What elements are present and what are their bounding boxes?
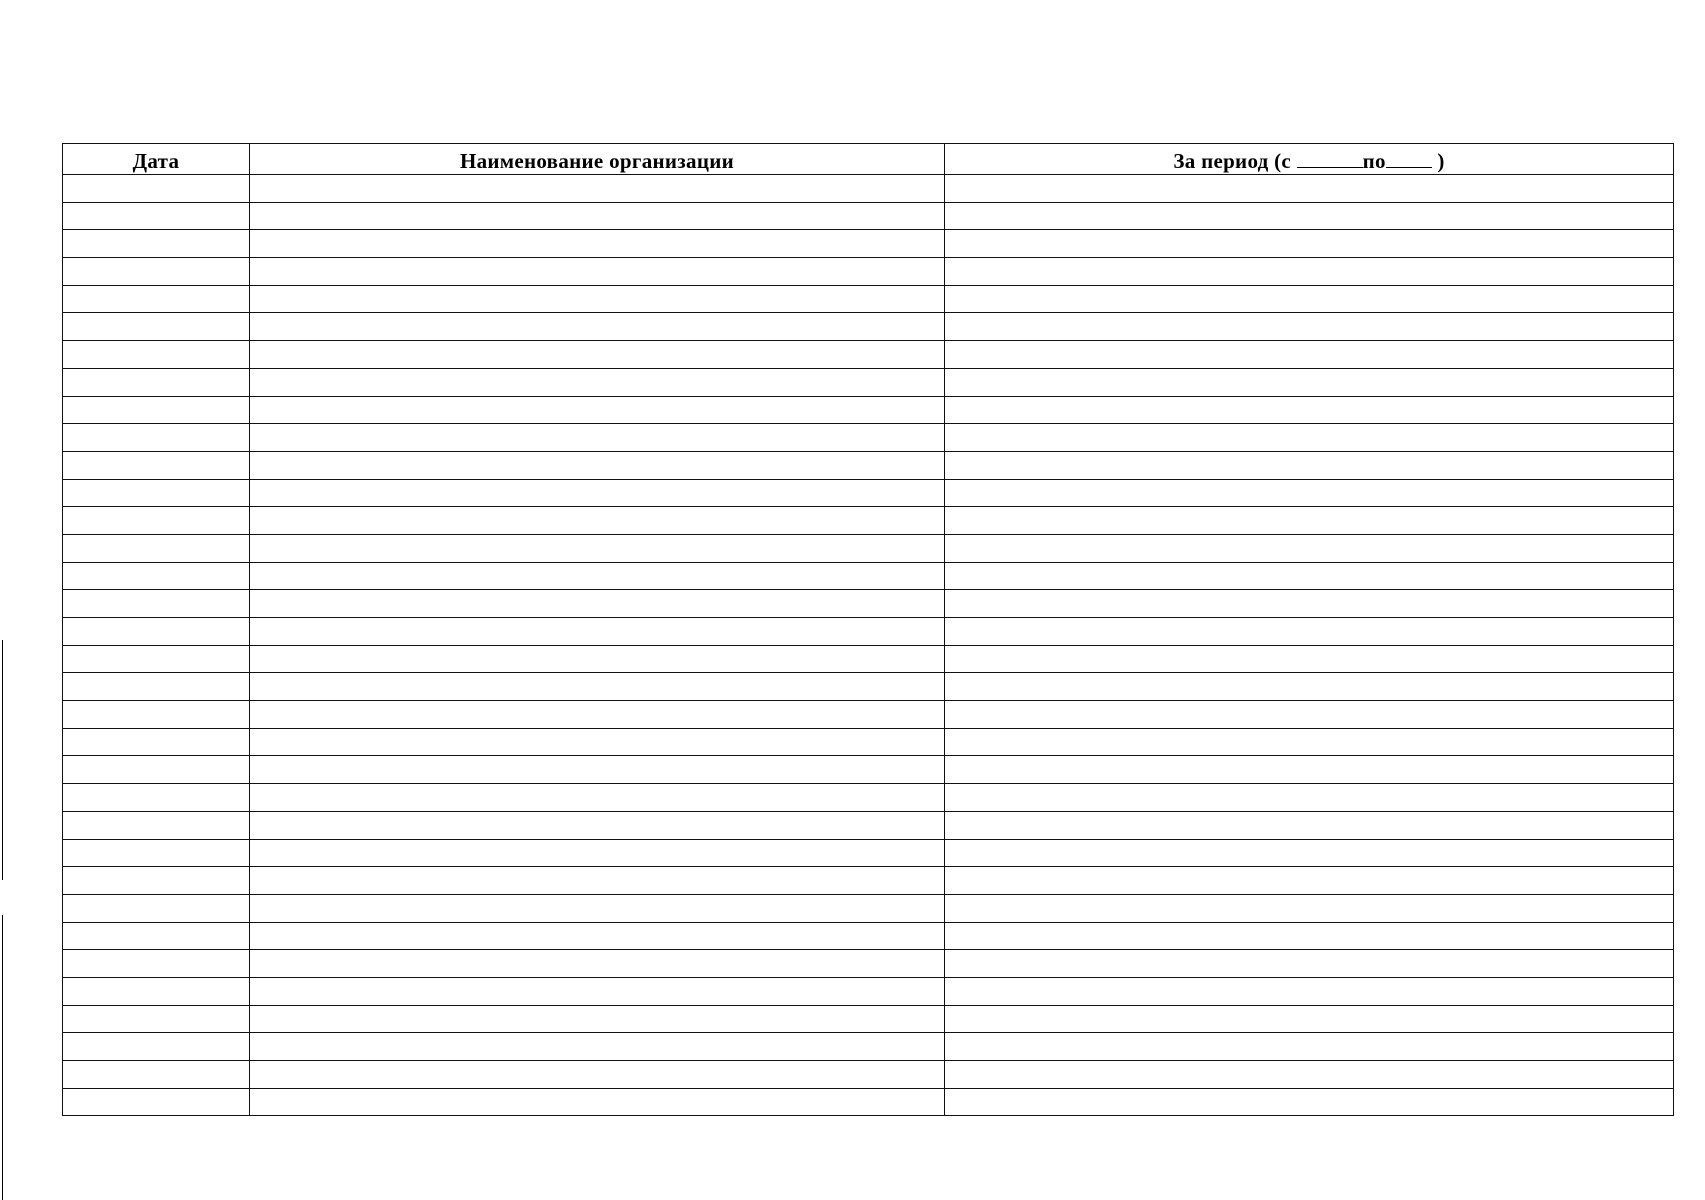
organization-cell[interactable] [250,811,945,839]
table-row [63,701,1674,729]
table-row [63,977,1674,1005]
organization-cell[interactable] [250,756,945,784]
organization-cell[interactable] [250,839,945,867]
date-cell[interactable] [63,341,250,369]
period-cell[interactable] [945,479,1674,507]
period-cell[interactable] [945,673,1674,701]
period-cell[interactable] [945,258,1674,286]
organization-cell[interactable] [250,424,945,452]
table-row [63,507,1674,535]
table-row [63,313,1674,341]
date-cell[interactable] [63,922,250,950]
period-cell[interactable] [945,507,1674,535]
date-cell[interactable] [63,756,250,784]
organization-cell[interactable] [250,230,945,258]
organization-cell[interactable] [250,396,945,424]
date-cell[interactable] [63,590,250,618]
organization-cell[interactable] [250,645,945,673]
date-cell[interactable] [63,1088,250,1116]
organization-cell[interactable] [250,950,945,978]
table-row [63,1088,1674,1116]
table-row [63,839,1674,867]
organization-cell[interactable] [250,313,945,341]
date-cell[interactable] [63,285,250,313]
period-cell[interactable] [945,977,1674,1005]
period-cell[interactable] [945,894,1674,922]
table-row [63,479,1674,507]
organization-cell[interactable] [250,894,945,922]
date-cell[interactable] [63,534,250,562]
table-row [63,396,1674,424]
column-header-period [945,144,1674,175]
date-cell[interactable] [63,839,250,867]
period-cell[interactable] [945,202,1674,230]
period-cell[interactable] [945,1061,1674,1089]
organization-cell[interactable] [250,618,945,646]
table-row [63,894,1674,922]
organization-cell[interactable] [250,451,945,479]
register-table [62,143,1674,1116]
organization-cell[interactable] [250,1088,945,1116]
organization-cell[interactable] [250,479,945,507]
column-header-organization: Наименование организации [250,144,945,175]
date-cell[interactable] [63,811,250,839]
date-cell[interactable] [63,950,250,978]
period-cell[interactable] [945,590,1674,618]
column-header-date: Дата [63,144,250,175]
organization-cell[interactable] [250,922,945,950]
period-cell[interactable] [945,230,1674,258]
period-cell[interactable] [945,618,1674,646]
date-cell[interactable] [63,258,250,286]
organization-cell[interactable] [250,701,945,729]
organization-cell[interactable] [250,534,945,562]
date-cell[interactable] [63,645,250,673]
date-cell[interactable] [63,1033,250,1061]
date-cell[interactable] [63,1061,250,1089]
table-row [63,1033,1674,1061]
period-cell[interactable] [945,756,1674,784]
organization-cell[interactable] [250,784,945,812]
period-cell[interactable] [945,645,1674,673]
date-cell[interactable] [63,562,250,590]
date-cell[interactable] [63,368,250,396]
period-cell[interactable] [945,534,1674,562]
table-row [63,1005,1674,1033]
date-cell[interactable] [63,1005,250,1033]
organization-cell[interactable] [250,1061,945,1089]
date-cell[interactable] [63,479,250,507]
table-row [63,867,1674,895]
period-cell[interactable] [945,1005,1674,1033]
organization-cell[interactable] [250,867,945,895]
period-cell[interactable] [945,1088,1674,1116]
table-row [63,756,1674,784]
table-row [63,424,1674,452]
table-row [63,645,1674,673]
organization-cell[interactable] [250,175,945,203]
date-cell[interactable] [63,230,250,258]
period-cell[interactable] [945,922,1674,950]
table-row [63,673,1674,701]
organization-cell[interactable] [250,1005,945,1033]
organization-cell[interactable] [250,507,945,535]
organization-cell[interactable] [250,728,945,756]
table-row [63,341,1674,369]
table-row [63,368,1674,396]
register-body [63,175,1674,1116]
date-cell[interactable] [63,175,250,203]
date-cell[interactable] [63,728,250,756]
period-suffix: ) [1437,149,1445,173]
table-row [63,285,1674,313]
organization-cell[interactable] [250,1033,945,1061]
period-cell[interactable] [945,701,1674,729]
table-row [63,202,1674,230]
period-cell[interactable] [945,175,1674,203]
period-cell[interactable] [945,341,1674,369]
table-row [63,534,1674,562]
table-row [63,950,1674,978]
period-cell[interactable] [945,811,1674,839]
organization-cell[interactable] [250,368,945,396]
table-row [63,562,1674,590]
table-row [63,618,1674,646]
organization-cell[interactable] [250,285,945,313]
period-cell[interactable] [945,839,1674,867]
date-cell[interactable] [63,618,250,646]
organization-cell[interactable] [250,673,945,701]
organization-cell[interactable] [250,590,945,618]
table-row [63,230,1674,258]
period-cell[interactable] [945,368,1674,396]
period-cell[interactable] [945,285,1674,313]
date-cell[interactable] [63,673,250,701]
organization-cell[interactable] [250,258,945,286]
date-cell[interactable] [63,424,250,452]
period-cell[interactable] [945,313,1674,341]
table-row [63,728,1674,756]
table-row [63,175,1674,203]
organization-cell[interactable] [250,202,945,230]
table-row [63,451,1674,479]
table-row [63,811,1674,839]
period-cell[interactable] [945,728,1674,756]
date-cell[interactable] [63,202,250,230]
date-cell[interactable] [63,894,250,922]
period-from-blank [1297,149,1363,168]
date-cell[interactable] [63,507,250,535]
period-cell[interactable] [945,950,1674,978]
date-cell[interactable] [63,396,250,424]
table-row [63,258,1674,286]
period-cell[interactable] [945,562,1674,590]
organization-cell[interactable] [250,977,945,1005]
table-row [63,784,1674,812]
date-cell[interactable] [63,784,250,812]
period-to-blank [1386,149,1432,168]
period-prefix: За период (с [1173,149,1292,173]
period-cell[interactable] [945,396,1674,424]
period-cell[interactable] [945,784,1674,812]
table-row [63,590,1674,618]
date-cell[interactable] [63,867,250,895]
period-cell[interactable] [945,1033,1674,1061]
date-cell[interactable] [63,701,250,729]
left-margin-line [2,915,3,1200]
table-row [63,922,1674,950]
period-cell[interactable] [945,424,1674,452]
period-cell[interactable] [945,451,1674,479]
date-cell[interactable] [63,977,250,1005]
table-row [63,1061,1674,1089]
date-cell[interactable] [63,451,250,479]
period-cell[interactable] [945,867,1674,895]
period-middle: по [1362,149,1386,173]
left-margin-line [2,640,3,880]
organization-cell[interactable] [250,341,945,369]
organization-cell[interactable] [250,562,945,590]
date-cell[interactable] [63,313,250,341]
header-row [63,144,1674,175]
